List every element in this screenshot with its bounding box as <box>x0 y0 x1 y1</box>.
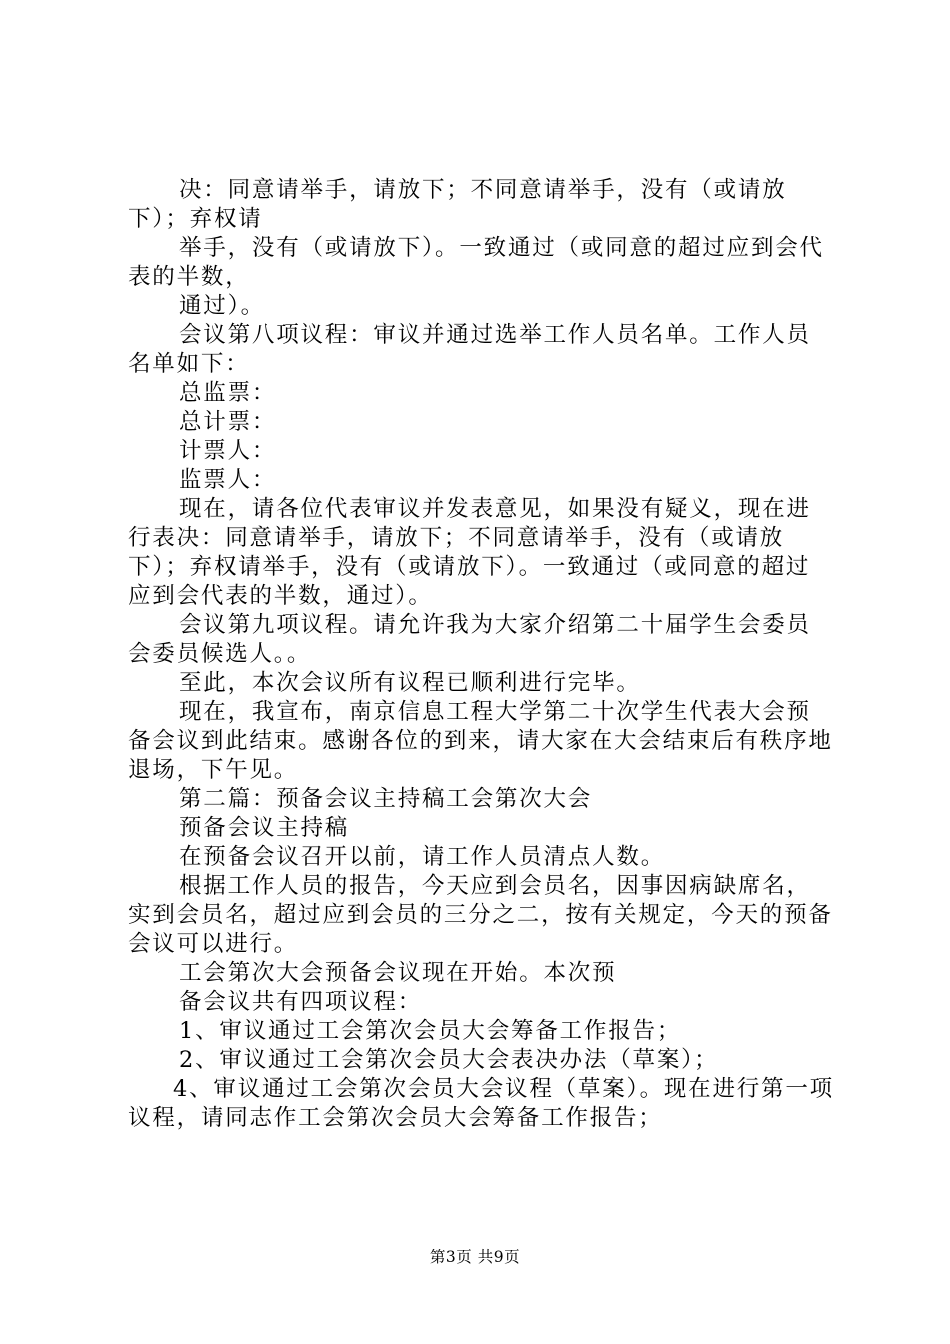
paragraph: 监票人： <box>179 467 277 493</box>
page-number-footer: 第3页 共9页 <box>429 1248 521 1266</box>
section-heading: 第二篇：预备会议主持稿工会第次大会 <box>179 786 593 812</box>
paragraph: 会议第九项议程。请允许我为大家介绍第二十届学生会委员会委员候选人。。 <box>128 612 811 667</box>
paragraph: 现在，请各位代表审议并发表意见，如果没有疑义，现在进行表决：同意请举手，请放下；不同意请举手，没有（或请放下）；弃权请举手，没有（或请放下）。一致通过（或同意的超过应到会代表的半数，通过）。 <box>128 496 811 609</box>
document-body <box>128 176 834 1133</box>
paragraph: 总监票： <box>179 380 277 406</box>
paragraph: 在预备会议召开以前，请工作人员清点人数。 <box>179 844 666 870</box>
paragraph: 根据工作人员的报告，今天应到会员名，因事因病缺席名，实到会员名，超过应到会员的三分之二，按有关规定，今天的预备会议可以进行。 <box>128 873 833 957</box>
paragraph: 备会议共有四项议程： <box>179 989 423 1015</box>
list-item: 4、审议通过工会第次会员大会议程（草案）。现在进行第一项议程，请同志作工会第次会员大会筹备工作报告； <box>128 1076 834 1131</box>
paragraph: 总计票： <box>179 409 277 435</box>
paragraph: 通过）。 <box>179 293 265 319</box>
list-item: 1、审议通过工会第次会员大会筹备工作报告； <box>179 1018 682 1044</box>
paragraph: 至此，本次会议所有议程已顺利进行完毕。 <box>179 670 641 696</box>
paragraph: 计票人： <box>179 438 277 464</box>
paragraph: 现在，我宣布，南京信息工程大学第二十次学生代表大会预备会议到此结束。感谢各位的到来，请大家在大会结束后有秩序地退场，下午见。 <box>128 699 833 783</box>
paragraph: 工会第次大会预备会议现在开始。本次预 <box>179 960 617 986</box>
section-subheading: 预备会议主持稿 <box>179 815 350 841</box>
paragraph: 举手，没有（或请放下）。一致通过（或同意的超过应到会代表的半数， <box>128 235 824 290</box>
paragraph: 决：同意请举手，请放下；不同意请举手，没有（或请放下）；弃权请 <box>128 177 787 232</box>
list-item: 2、审议通过工会第次会员大会表决办法（草案）； <box>179 1047 719 1073</box>
paragraph: 会议第八项议程：审议并通过选举工作人员名单。工作人员名单如下： <box>128 322 811 377</box>
